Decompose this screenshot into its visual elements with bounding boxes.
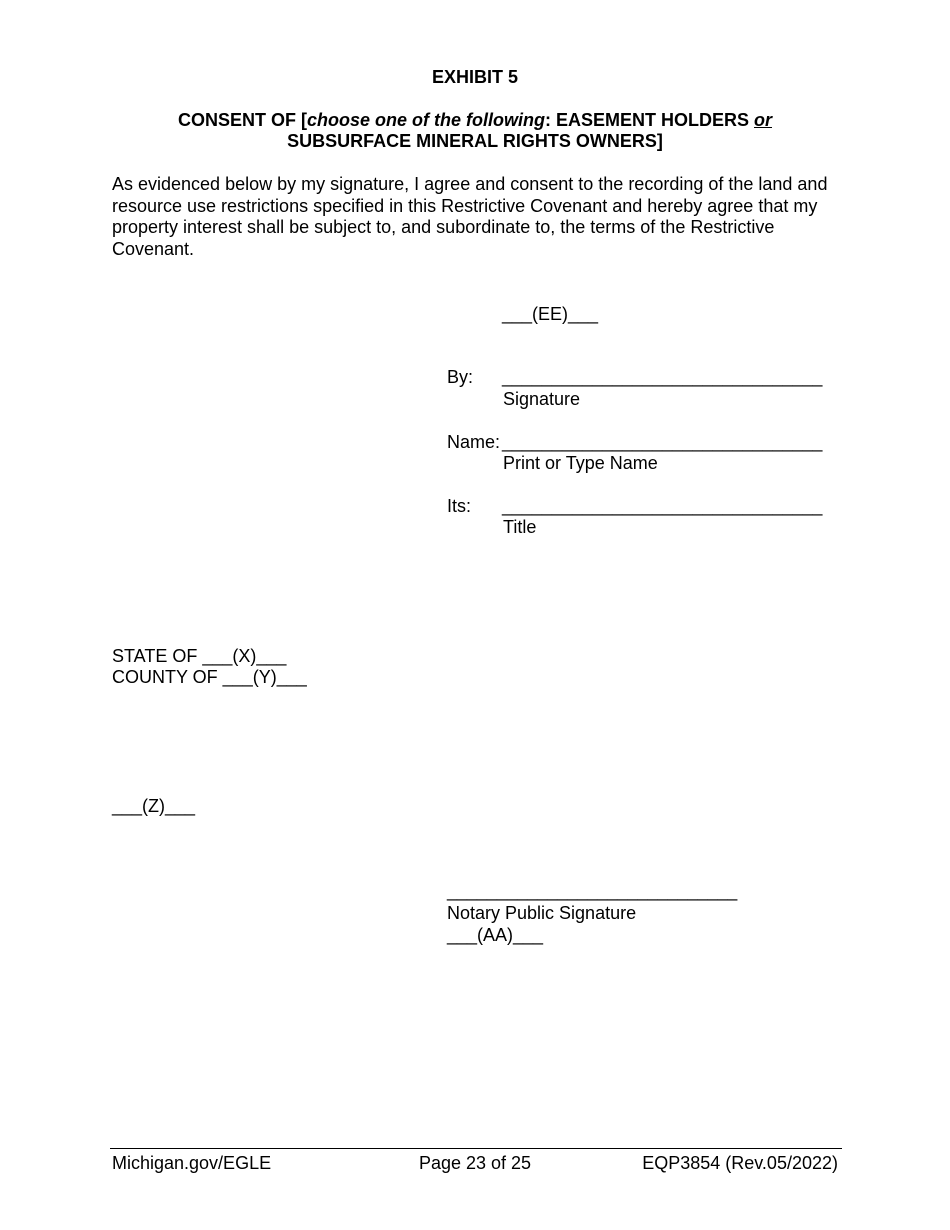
notary-caption: Notary Public Signature: [447, 903, 637, 923]
its-label: Its:: [447, 496, 472, 516]
footer-divider: [110, 1148, 842, 1149]
consent-heading-instruction: choose one of the following: [306, 110, 545, 130]
consent-heading-part3: : EASEMENT HOLDERS: [544, 110, 754, 130]
acknowledgment-placeholder: ___(Z)___: [112, 796, 196, 816]
consent-paragraph: As evidenced below by my signature, I agree and consent to the recording of the land and resource use restrictions specified in this Restrictive Covenant and hereby agree that my property interest shall be subject to, and subordinate to, the terms of the Restrictive Covenant.: [112, 174, 828, 259]
county-of: COUNTY OF ___(Y)___: [112, 667, 307, 687]
consent-heading-line1: [0, 109, 950, 131]
consent-heading-line2: SUBSURFACE MINERAL RIGHTS OWNERS]: [287, 131, 663, 151]
state-of: STATE OF ___(X)___: [112, 646, 287, 666]
exhibit-title: EXHIBIT 5: [431, 67, 519, 87]
entity-placeholder: ___(EE)___: [502, 304, 599, 324]
signature-caption: Signature: [503, 389, 581, 409]
signature-line[interactable]: ________________________________: [502, 367, 823, 387]
by-label: By:: [447, 367, 474, 387]
footer-page-number: Page 23 of 25: [418, 1153, 532, 1173]
name-caption: Print or Type Name: [503, 453, 658, 473]
footer-website: Michigan.gov/EGLE: [112, 1153, 272, 1173]
title-caption: Title: [503, 517, 537, 537]
consent-heading-part1: CONSENT OF [: [177, 110, 307, 130]
title-line[interactable]: ________________________________: [502, 496, 823, 516]
footer-form-number: EQP3854 (Rev.05/2022): [642, 1153, 838, 1173]
name-line[interactable]: ________________________________: [502, 432, 823, 452]
name-label: Name:: [447, 432, 501, 452]
consent-heading-or: or: [754, 110, 772, 130]
notary-placeholder: ___(AA)___: [447, 925, 544, 945]
notary-signature-line[interactable]: _____________________________: [447, 881, 738, 901]
